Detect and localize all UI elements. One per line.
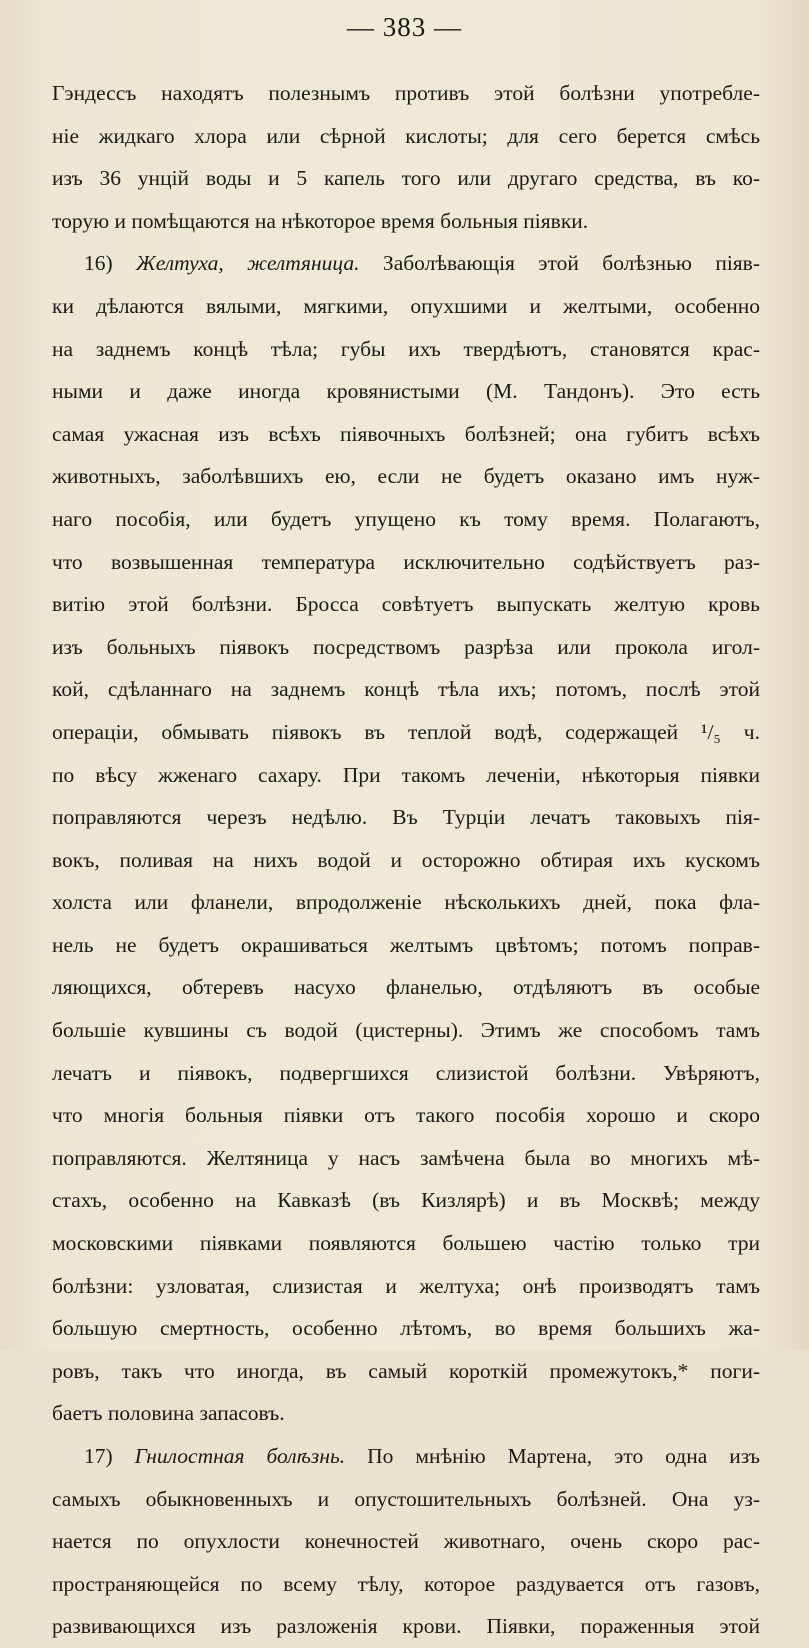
text-line: изъ 36 унцій воды и 5 капель того или другаго средства, въ ко- [52, 166, 760, 191]
text-line: животныхъ, заболѣвшихъ ею, если не будетъ оказано имъ нуж- [52, 464, 760, 489]
text-line: ніе жидкаго хлора или сѣрной кислоты; для сего берется смѣсь [52, 123, 760, 148]
text-line: ными и даже иногда кровянистыми (М. Тандонъ). Это есть [52, 379, 760, 404]
text-line: что возвышенная температура исключительно содѣйствуетъ раз- [52, 549, 760, 574]
text-line: Гэндессъ находятъ полезнымъ противъ этой болѣзни употребле- [52, 81, 760, 105]
text-line: московскими піявками появляются большею частію только три [52, 1231, 760, 1256]
section-text: По мнѣнію Мартена, это одна изъ [345, 1444, 760, 1468]
section-number: 17) [84, 1444, 113, 1468]
text-line: баетъ половина запасовъ. [52, 1401, 285, 1426]
section-text: Заболѣвающія этой болѣзнью піяв- [359, 251, 760, 276]
text-line: ляющихся, обтеревъ насухо фланелью, отдѣляютъ въ особые [52, 975, 760, 1000]
text-line: операціи, обмывать піявокъ въ теплой водѣ, содержащей ¹/₅ ч. [52, 719, 760, 744]
body-text [52, 72, 760, 1648]
section-title: Гнилостная болѣзнь. [134, 1444, 346, 1468]
text-line: что многія больныя піявки отъ такого пособія хорошо и скоро [52, 1103, 760, 1128]
section-heading-line [52, 1435, 760, 1478]
text-line: ки дѣлаются вялыми, мягкими, опухшими и желтыми, особенно [52, 293, 760, 318]
text-line: развивающихся изъ разложенія крови. Піявки, пораженныя этой [52, 1614, 760, 1639]
text-line: поправляются черезъ недѣлю. Въ Турціи лечатъ таковыхъ пія- [52, 805, 760, 830]
text-line: самыхъ обыкновенныхъ и опустошительныхъ болѣзней. Она уз- [52, 1486, 760, 1511]
text-line: витію этой болѣзни. Бросса совѣтуетъ выпускать желтую кровь [52, 592, 760, 617]
text-line: самая ужасная изъ всѣхъ піявочныхъ болѣзней; она губитъ всѣхъ [52, 421, 760, 446]
text-line: вокъ, поливая на нихъ водой и осторожно обтирая ихъ кускомъ [52, 847, 760, 872]
text-line: пространяющейся по всему тѣлу, которое раздувается отъ газовъ, [52, 1571, 760, 1596]
text-line: нель не будетъ окрашиваться желтымъ цвѣтомъ; потомъ поправ- [52, 932, 760, 957]
text-line: торую и помѣщаются на нѣкоторое время больныя піявки. [52, 208, 589, 233]
text-line: ровъ, такъ что иногда, въ самый короткій промежутокъ,* поги- [52, 1358, 760, 1383]
text-line: стахъ, особенно на Кавказѣ (въ Кизлярѣ) и въ Москвѣ; между [52, 1188, 760, 1213]
text-line: лечатъ и піявокъ, подвергшихся слизистой болѣзни. Увѣряютъ, [52, 1060, 760, 1085]
page-number: — 383 — [347, 12, 462, 42]
text-line: болѣзни: узловатая, слизистая и желтуха; онѣ производятъ тамъ [52, 1273, 760, 1298]
text-line: большіе кувшины съ водой (цистерны). Этимъ же способомъ тамъ [52, 1018, 760, 1043]
text-line: на заднемъ концѣ тѣла; губы ихъ твердѣютъ, становятся крас- [52, 336, 760, 361]
text-line: наго пособія, или будетъ упущено къ тому время. Полагаютъ, [52, 506, 760, 531]
text-line: кой, сдѣланнаго на заднемъ концѣ тѣла ихъ; потомъ, послѣ этой [52, 677, 760, 702]
text-line: холста или фланели, впродолженіе нѣсколькихъ дней, пока фла- [52, 890, 760, 915]
section-number: 16) [84, 251, 113, 276]
text-line: изъ больныхъ піявокъ посредствомъ разрѣза или прокола игол- [52, 634, 760, 659]
text-line: большую смертность, особенно лѣтомъ, во время большихъ жа- [52, 1316, 760, 1341]
section-title: Желтуха, желтяница. [136, 251, 360, 276]
section-heading-line [52, 242, 760, 285]
text-line: по вѣсу жженаго сахару. При такомъ леченіи, нѣкоторыя піявки [52, 762, 760, 787]
text-line: поправляются. Желтяница у насъ замѣчена была во многихъ мѣ- [52, 1145, 760, 1170]
text-line: нается по опухлости конечностей животнаго, очень скоро рас- [52, 1529, 760, 1554]
